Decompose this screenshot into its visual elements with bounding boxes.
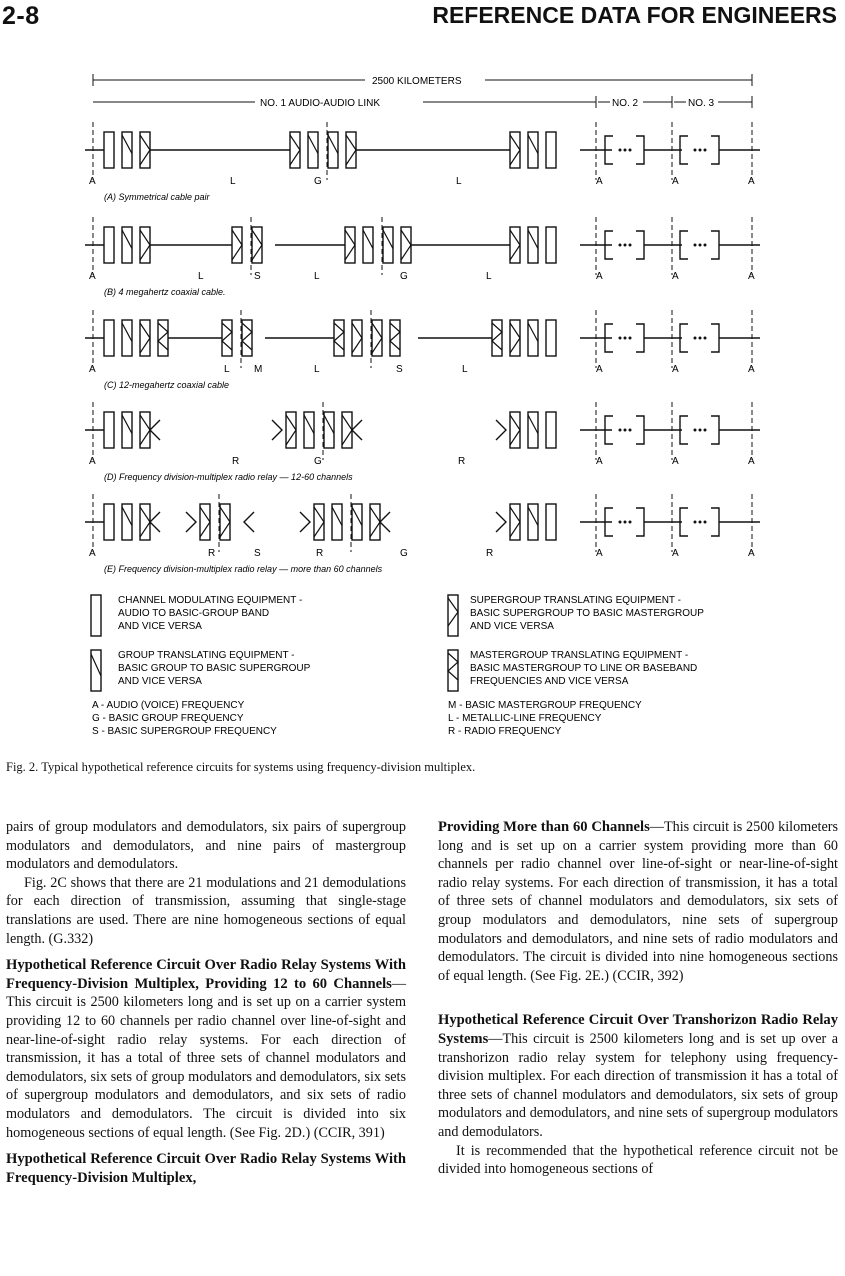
svg-text:AND VICE VERSA: AND VICE VERSA [470,621,554,632]
svg-text:BASIC MASTERGROUP TO LINE OR B: BASIC MASTERGROUP TO LINE OR BASEBAND [470,663,698,674]
svg-text:M - BASIC MASTERGROUP FREQUENC: M - BASIC MASTERGROUP FREQUENCY [448,700,642,711]
svg-text:BASIC SUPERGROUP TO BASIC MAST: BASIC SUPERGROUP TO BASIC MASTERGROUP [470,608,704,619]
svg-text:MASTERGROUP TRANSLATING EQUIPM: MASTERGROUP TRANSLATING EQUIPMENT - [470,650,689,661]
link3-label: NO. 3 [688,98,715,109]
row-caption: (B) 4 megahertz coaxial cable. [104,287,226,297]
row-label: A [596,456,603,467]
row-label: L [230,176,236,187]
circuit-row [85,402,760,482]
svg-text:L - METALLIC-LINE FREQUENCY: L - METALLIC-LINE FREQUENCY [448,713,602,724]
paragraph: —This circuit is 2500 kilometers long and is set up on a carrier system providing more than 60 channels per radio channel over line-of-sight or near-line-of-sight radio relay systems. For each direction of transmission, it has a total of three sets of channel modulators and demodulators, six sets of group modulators and demodulators, nine sets of supergroup modulators and demodulators, and nine sets of radio modulators and demodulators. The circuit is divided into nine homogeneous sections of equal length. (See Fig. 2E.) (CCIR, 392) [438,819,838,984]
page-header [0,0,845,36]
row-label: A [672,271,679,282]
row-label: A [89,548,96,559]
row-label: R [232,456,240,467]
row-label: A [748,364,755,375]
row-label: A [672,456,679,467]
row-caption: (C) 12-megahertz coaxial cable [104,380,230,390]
row-label: S [396,364,403,375]
row-label: L [198,271,204,282]
row-label: A [596,364,603,375]
paragraph: —This circuit is 2500 kilometers long and is set up on a carrier system providing 12 to 60 channels per radio channel over line-of-sight and near-line-of-sight radio relay systems. For each direction of transmission, it has a total of three sets of channel modulators and demodulators, six sets of group modulators and demodulators, six sets of supergroup modulators and demodulators, and six sets of radio modulators and demodulators. The circuit is divided into six homogeneous sections of equal length. (See Fig. 2D.) (CCIR, 391) [6,975,406,1141]
row-label: L [314,364,320,375]
svg-text:AND VICE VERSA: AND VICE VERSA [118,621,202,632]
paragraph: —This circuit is 2500 kilometers long and is set up over a transhorizon radio relay system for telephony using frequency-division multiplex. For each direction of transmission it has a total of three sets of channel modulators and demodulators, six sets of group modulators and demodulators, and nine sets of supergroup modulators and demodulators. [438,1030,838,1140]
row-label: A [672,364,679,375]
section-heading: Hypothetical Reference Circuit Over Transhorizon Radio Relay Systems [438,1012,838,1047]
row-label: R [458,456,466,467]
legend-group [91,650,311,691]
svg-text:SUPERGROUP TRANSLATING EQUIPME: SUPERGROUP TRANSLATING EQUIPMENT - [470,595,681,606]
row-caption: (A) Symmetrical cable pair [104,192,210,202]
row-label: A [672,548,679,559]
svg-text:AND VICE VERSA: AND VICE VERSA [118,676,202,687]
row-label: L [462,364,468,375]
legend-supergroup [448,595,704,636]
section-heading: Providing More than 60 Channels [438,819,650,835]
legend [91,595,704,737]
section-heading: Hypothetical Reference Circuit Over Radio Relay Systems With Frequency-Division Multiplex, [6,1151,406,1186]
row-label: A [596,271,603,282]
row-label: A [748,456,755,467]
row-label: A [89,271,96,282]
row-caption: (E) Frequency division-multiplex radio relay — more than 60 channels [104,564,383,574]
row-label: A [596,176,603,187]
section-heading: Hypothetical Reference Circuit Over Radio Relay Systems With Frequency-Division Multiplex, Providing 12 to 60 Channels [6,957,406,992]
svg-text:A - AUDIO (VOICE) FREQUENCY: A - AUDIO (VOICE) FREQUENCY [92,700,245,711]
left-column [6,818,406,1187]
circuit-row [85,494,760,574]
row-label: L [314,271,320,282]
row-label: R [486,548,494,559]
row-label: A [596,548,603,559]
row-label: A [748,176,755,187]
page-number: 2-8 [2,2,40,30]
paragraph: Fig. 2C shows that there are 21 modulations and 21 demodulations for each direction of transmission, assuming that single-stage translations are used. There are nine homogeneous sections of equal length. (G.332) [6,874,406,947]
circuit-row [85,310,760,390]
row-label: G [314,176,322,187]
svg-text:AUDIO TO BASIC-GROUP BAND: AUDIO TO BASIC-GROUP BAND [118,608,270,619]
svg-text:G - BASIC GROUP FREQUENCY: G - BASIC GROUP FREQUENCY [92,713,244,724]
reference-circuit-figure [0,40,845,755]
row-label: A [748,271,755,282]
row-label: R [316,548,324,559]
circuit-rows [85,122,760,574]
circuit-row [85,122,760,202]
svg-text:R - RADIO FREQUENCY: R - RADIO FREQUENCY [448,726,562,737]
paragraph: It is recommended that the hypothetical reference circuit not be divided into homogeneous sections of [438,1142,838,1178]
svg-text:BASIC GROUP TO BASIC SUPERGROU: BASIC GROUP TO BASIC SUPERGROUP [118,663,311,674]
row-label: S [254,548,261,559]
row-label: G [400,548,408,559]
row-label: A [89,456,96,467]
row-label: A [672,176,679,187]
row-label: A [748,548,755,559]
row-caption: (D) Frequency division-multiplex radio relay — 12-60 channels [104,472,353,482]
row-label: A [89,176,96,187]
link2-label: NO. 2 [612,98,639,109]
right-column [438,818,838,1179]
legend-mastergroup [448,650,697,691]
svg-text:S - BASIC SUPERGROUP FREQUENCY: S - BASIC SUPERGROUP FREQUENCY [92,726,277,737]
legend-channel [91,595,302,636]
row-label: G [400,271,408,282]
circuit-row [85,217,760,297]
row-label: A [89,364,96,375]
link1-label: NO. 1 AUDIO-AUDIO LINK [260,98,381,109]
svg-text:CHANNEL MODULATING EQUIPMENT -: CHANNEL MODULATING EQUIPMENT - [118,595,303,606]
row-label: L [224,364,230,375]
row-label: S [254,271,261,282]
row-label: L [486,271,492,282]
paragraph: pairs of group modulators and demodulators, six pairs of supergroup modulators and demodulators, and nine pairs of mastergroup modulators and demodulators. [6,819,406,873]
svg-text:GROUP TRANSLATING EQUIPMENT -: GROUP TRANSLATING EQUIPMENT - [118,650,295,661]
row-label: L [456,176,462,187]
figure-caption: Fig. 2. Typical hypothetical reference circuits for systems using frequency-division multiplex. [6,760,476,774]
row-label: M [254,364,263,375]
row-label: G [314,456,322,467]
svg-text:FREQUENCIES AND VICE VERSA: FREQUENCIES AND VICE VERSA [470,676,629,687]
abbreviations [92,700,642,737]
running-title: REFERENCE DATA FOR ENGINEERS [432,2,837,28]
row-label: R [208,548,216,559]
span-label: 2500 KILOMETERS [372,76,462,87]
